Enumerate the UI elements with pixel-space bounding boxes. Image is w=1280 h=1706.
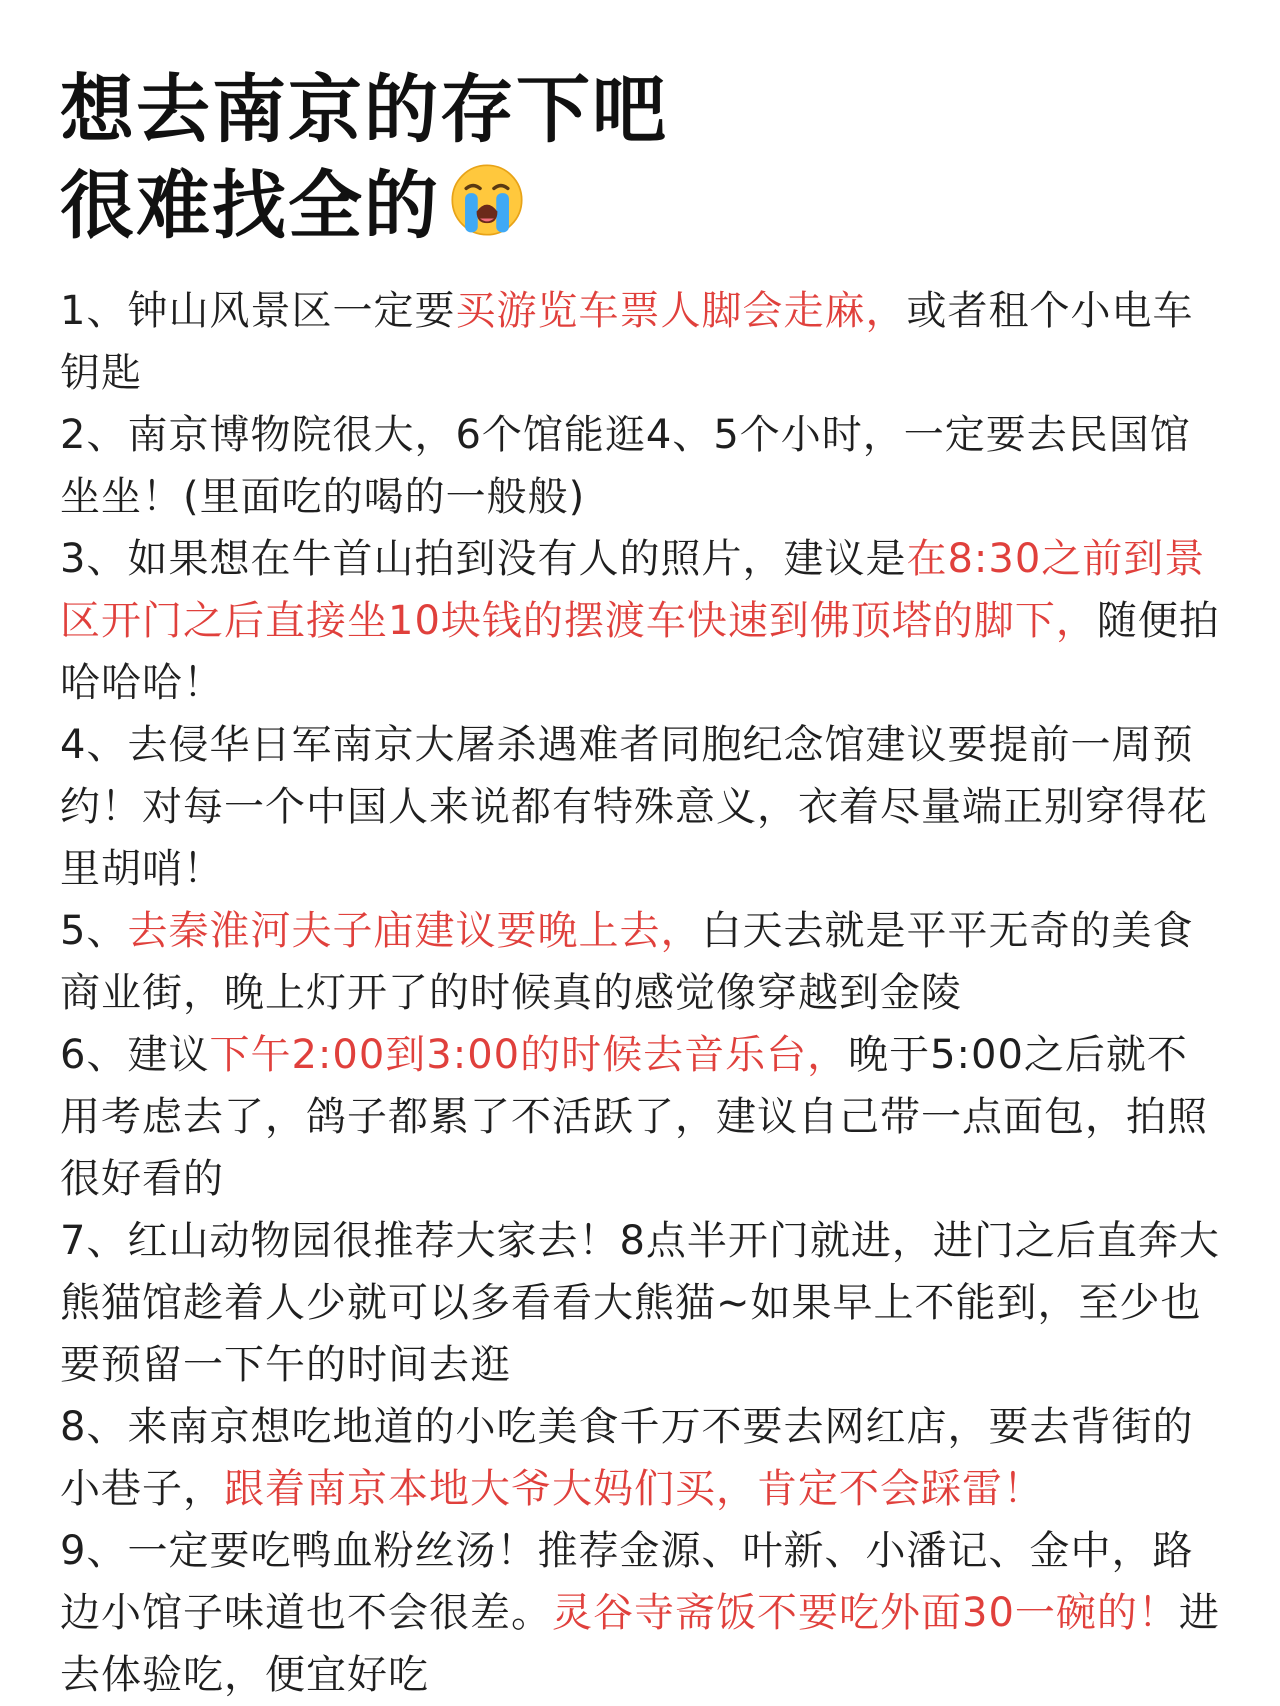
title-line-1: 想去南京的存下吧 <box>60 67 668 153</box>
item-6-text: 6、建议 <box>60 1032 210 1078</box>
item-9-text-end: 进去体验吃，便宜好吃 <box>60 1590 1220 1698</box>
item-1-text-end: 或者租个小电车钥匙 <box>60 288 1194 396</box>
item-3-text: 3、如果想在牛首山拍到没有人的照片，建议是 <box>60 536 907 582</box>
item-5-text: 白天去就是平平无奇的美食商业街，晚上灯开了的时候真的感觉像穿越到金陵 <box>60 908 1194 1016</box>
list-item <box>60 280 1220 404</box>
item-1-highlight: 买游览车票人脚会走麻， <box>455 288 907 334</box>
item-3-text-end: 随便拍哈哈哈！ <box>60 598 1220 706</box>
title-line-2 <box>60 158 1220 254</box>
item-6-highlight: 下午2:00到3:00的时候去音乐台， <box>209 1032 849 1078</box>
tips-list <box>60 280 1220 1706</box>
item-2-text: 2、南京博物院很大，6个馆能逛4、5个小时，一定要去民国馆坐坐！(里面吃的喝的一般般) <box>60 412 1191 520</box>
list-item <box>60 528 1220 714</box>
crying-face-icon <box>450 163 524 237</box>
item-6-text-end: 晚于5:00之后就不用考虑去了，鸽子都累了不活跃了，建议自己带一点面包，拍照很好看的 <box>60 1032 1208 1202</box>
item-8-highlight: 跟着南京本地大爷大妈们买，肯定不会踩雷！ <box>224 1466 1044 1512</box>
item-3-highlight: 在8:30之前到景区开门之后直接坐10块钱的摆渡车快速到佛顶塔的脚下， <box>60 536 1206 644</box>
list-item <box>60 1210 1220 1396</box>
item-4-text: 4、去侵华日军南京大屠杀遇难者同胞纪念馆建议要提前一周预约！对每一个中国人来说都有特殊意义，衣着尽量端正别穿得花里胡哨！ <box>60 722 1208 892</box>
item-1-text: 1、钟山风景区一定要 <box>60 288 456 334</box>
list-item <box>60 714 1220 900</box>
list-item <box>60 900 1220 1024</box>
item-7-text: 7、红山动物园很推荐大家去！8点半开门就进，进门之后直奔大熊猫馆趁着人少就可以多看看大熊猫~如果早上不能到，至少也要预留一下午的时间去逛 <box>60 1218 1220 1388</box>
list-item <box>60 1396 1220 1520</box>
list-item <box>60 1024 1220 1210</box>
title-line-2-text: 很难找全的 <box>60 163 440 249</box>
item-8-text: 8、来南京想吃地道的小吃美食千万不要去网红店，要去背街的小巷子， <box>60 1404 1194 1512</box>
list-item <box>60 1520 1220 1706</box>
item-5-highlight: 去秦淮河夫子庙建议要晚上去， <box>127 908 702 954</box>
list-item <box>60 404 1220 528</box>
item-5-number: 5、 <box>60 908 128 954</box>
page-title <box>60 62 1220 254</box>
item-9-text: 9、一定要吃鸭血粉丝汤！推荐金源、叶新、小潘记、金中，路边小馆子味道也不会很差。 <box>60 1528 1194 1636</box>
item-9-highlight: 灵谷寺斋饭不要吃外面30一碗的！ <box>552 1590 1179 1636</box>
